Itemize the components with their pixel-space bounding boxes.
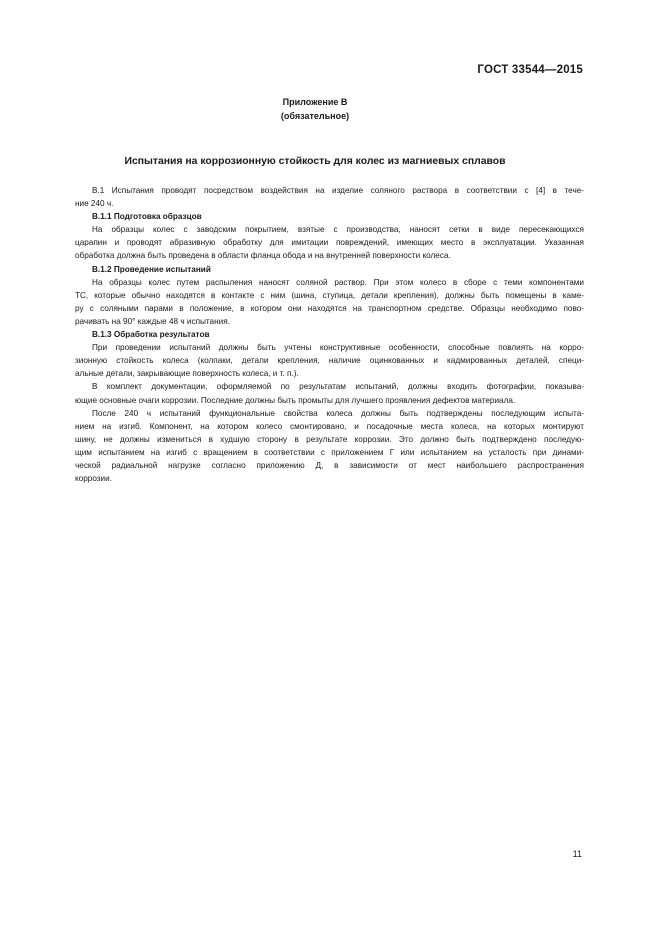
page-number: 11 [572, 849, 582, 859]
text-line: ру с соляными парами в положение, в котором они находятся на транспортном средстве. Образцы необходимо пово- [75, 303, 584, 313]
text-line: нием на изгиб. Компонент, на котором колесо смонтировано, и посадочные места колеса, на которых монтируют [75, 421, 584, 431]
text-line: В.1.3 Обработка результатов [92, 330, 210, 340]
annex-heading [0, 95, 630, 123]
text-line: На образцы колес с заводским покрытием, взятые с производства, наносят сетки в виде пересекающихся [92, 225, 584, 235]
text-line: коррозии. [75, 474, 112, 484]
text-line: В комплект документации, оформляемой по результатам испытаний, должны входить фотографии, показыва- [92, 382, 584, 392]
section-heading [75, 328, 584, 341]
text-line: царапин и проводят абразивную обработку для имитации повреждений, имеющих место в эксплуатации. Указанная [75, 238, 584, 248]
section-heading [75, 263, 584, 276]
text-line: В.1.2 Проведение испытаний [92, 264, 211, 274]
text-line: В.1.1 Подготовка образцов [92, 212, 202, 222]
text-line: ческой радиальной нагрузке согласно приложению Д, в зависимости от мест наибольшего распространения [75, 460, 584, 470]
text-line: При проведении испытаний должны быть учтены конструктивные особенности, способные повлиять на корро- [92, 343, 584, 353]
paragraph [75, 276, 584, 328]
annex-title: Приложение В [282, 97, 348, 107]
text-line: После 240 ч испытаний функциональные свойства колеса должны быть подтверждены последующим испыта- [92, 408, 584, 418]
text-line: рачивать на 90° каждые 48 ч испытания. [75, 316, 230, 326]
text-line: щим испытанием на изгиб с вращением в соответствии с приложением Г или испытанием на усталость при динами- [75, 447, 584, 457]
text-line: шину, не должны измениться в худшую сторону в результате коррозии. Это должно быть подтверждено последую- [75, 434, 584, 444]
text-line: альные детали, закрывающие поверхность колеса, и т. п.). [75, 369, 299, 379]
text-line: ТС, которые обычно находятся в контакте с ним (шина, ступица, детали крепления), должны быть помещены в каме- [75, 290, 584, 300]
paragraph [75, 184, 584, 210]
paragraph [75, 341, 584, 380]
paragraph [75, 380, 584, 406]
text-line: На образцы колес путем распыления наносят соляной раствор. При этом колесо в сборе с теми компонентами [92, 277, 584, 287]
page-title: Испытания на коррозионную стойкость для колес из магниевых сплавов [124, 156, 506, 167]
text-line: ющие основные очаги коррозии. Последние должны быть промыты для лучшего проявления дефектов материала. [75, 395, 516, 405]
text-line: зионную стойкость колеса (колпаки, детали крепления, наличие оцинкованных и кадмированных деталей, специ- [75, 356, 584, 366]
text-line: обработка должна быть проведена в области фланца обода и на внутренней поверхности колеса. [75, 251, 451, 261]
paragraph [75, 223, 584, 262]
annex-subtitle: (обязательное) [280, 111, 350, 121]
text-line: В.1 Испытания проводят посредством воздействия на изделие соляного раствора в соответствии с [4] в тече- [92, 186, 584, 195]
section-heading [75, 210, 584, 223]
text-line: ние 240 ч. [75, 199, 114, 209]
paragraph [75, 407, 584, 486]
document-code: ГОСТ 33544—2015 [477, 64, 583, 76]
document-body [75, 184, 584, 485]
